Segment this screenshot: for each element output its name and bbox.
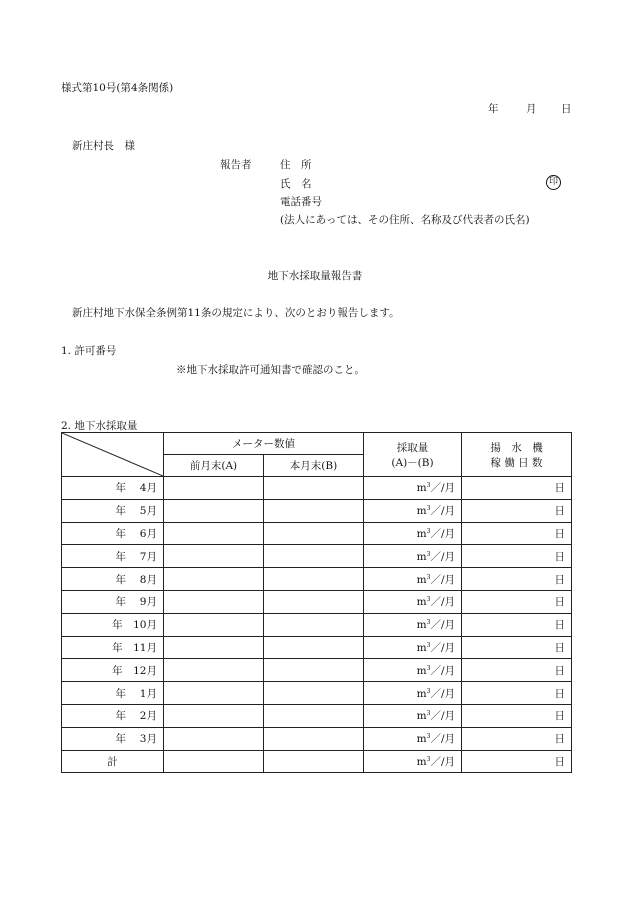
month-label: 年 9月 [62,590,164,613]
section1-heading: 1. 許可番号 [61,345,117,357]
unit-volume: /月 [440,641,455,654]
unit-volume-prefix: m [416,527,427,540]
total-curr-cell[interactable] [264,750,364,773]
unit-volume-sep: ／ [430,573,441,586]
unit-volume: /月 [440,596,455,609]
unit-volume-sep: ／ [430,733,441,746]
days-cell[interactable] [462,568,572,591]
prev-reading-cell[interactable] [164,659,264,682]
curr-reading-cell[interactable] [264,636,364,659]
unit-volume: /月 [440,527,455,540]
month-label: 年 6月 [62,522,164,545]
unit-volume-prefix: m [416,664,427,677]
table-row [62,590,572,613]
unit-volume-sep: ／ [430,550,441,563]
unit-day: 日 [554,687,565,700]
unit-volume-exp: 3 [426,573,431,581]
volume-cell[interactable] [364,477,462,500]
unit-volume-prefix: m [416,596,427,609]
days-cell[interactable] [462,659,572,682]
unit-day: 日 [554,641,565,654]
month-label: 年 11月 [62,636,164,659]
unit-day: 日 [554,755,565,768]
unit-volume: /月 [440,733,455,746]
unit-volume-exp: 3 [426,527,431,535]
curr-reading-cell[interactable] [264,659,364,682]
meter-header: メーター数値 [164,433,364,455]
volume-cell[interactable] [364,704,462,727]
unit-day: 日 [554,573,565,586]
unit-volume-exp: 3 [426,505,431,513]
phone-label: 電話番号 [280,196,322,208]
unit-volume: /月 [440,664,455,677]
table-row [62,704,572,727]
curr-reading-cell[interactable] [264,613,364,636]
unit-volume-sep: ／ [430,687,441,700]
table-row [62,499,572,522]
unit-volume: /月 [440,710,455,723]
unit-volume-exp: 3 [426,596,431,604]
unit-day: 日 [554,710,565,723]
days-cell[interactable] [462,590,572,613]
curr-reading-cell[interactable] [264,545,364,568]
unit-volume-sep: ／ [430,664,441,677]
unit-volume-sep: ／ [430,710,441,723]
volume-header-line2: (A)－(B) [391,456,434,469]
unit-volume-prefix: m [416,505,427,518]
days-header [462,433,572,477]
days-cell[interactable] [462,613,572,636]
volume-cell[interactable] [364,636,462,659]
month-label: 年 12月 [62,659,164,682]
intro-text: 新庄村地下水保全条例第11条の規定により、次のとおり報告します。 [72,307,400,319]
volume-cell[interactable] [364,568,462,591]
table-row [62,636,572,659]
address-label: 住 所 [280,159,312,171]
unit-volume-exp: 3 [426,710,431,718]
days-cell[interactable] [462,704,572,727]
unit-volume-sep: ／ [430,641,441,654]
volume-cell[interactable] [364,522,462,545]
unit-volume-sep: ／ [430,527,441,540]
month-label: 年 3月 [62,727,164,750]
total-prev-cell[interactable] [164,750,264,773]
table-row [62,682,572,705]
document-title: 地下水採取量報告書 [267,270,363,282]
prev-reading-cell[interactable] [164,682,264,705]
prev-header: 前月末(A) [164,455,264,477]
unit-volume: /月 [440,755,455,768]
curr-reading-cell[interactable] [264,590,364,613]
unit-day: 日 [554,596,565,609]
volume-cell[interactable] [364,613,462,636]
date-month: 月 [526,103,537,115]
unit-volume-prefix: m [416,710,427,723]
curr-header: 本月末(B) [264,455,364,477]
volume-cell[interactable] [364,682,462,705]
unit-volume: /月 [440,505,455,518]
prev-reading-cell[interactable] [164,636,264,659]
unit-volume-exp: 3 [426,482,431,490]
unit-volume-sep: ／ [430,596,441,609]
unit-volume-exp: 3 [426,687,431,695]
date-year: 年 [488,103,499,115]
unit-day: 日 [554,527,565,540]
unit-volume-exp: 3 [426,641,431,649]
table-row [62,659,572,682]
volume-cell[interactable] [364,727,462,750]
unit-volume-prefix: m [416,482,427,495]
prev-reading-cell[interactable] [164,568,264,591]
unit-volume-exp: 3 [426,733,431,741]
addressee: 新庄村長 様 [72,140,135,152]
month-label: 年 7月 [62,545,164,568]
days-cell[interactable] [462,636,572,659]
volume-cell[interactable] [364,590,462,613]
table-row [62,477,572,500]
section1-note: ※地下水採取許可通知書で確認のこと。 [176,364,365,376]
form-number: 様式第10号(第4条関係) [61,82,174,94]
total-volume-cell[interactable] [364,750,462,773]
volume-cell[interactable] [364,499,462,522]
unit-volume-sep: ／ [430,755,441,768]
unit-volume-sep: ／ [430,482,441,495]
unit-volume-exp: 3 [426,619,431,627]
volume-cell[interactable] [364,659,462,682]
section2-heading: 2. 地下水採取量 [61,420,138,432]
days-header-line1: 揚 水 機 [490,441,543,454]
unit-day: 日 [554,482,565,495]
days-cell[interactable] [462,522,572,545]
days-cell[interactable] [462,499,572,522]
days-cell[interactable] [462,545,572,568]
curr-reading-cell[interactable] [264,727,364,750]
unit-volume-exp: 3 [426,664,431,672]
prev-reading-cell[interactable] [164,545,264,568]
unit-day: 日 [554,664,565,677]
curr-reading-cell[interactable] [264,568,364,591]
unit-volume-prefix: m [416,550,427,563]
diagonal-corner-cell [62,433,164,477]
water-intake-table [61,432,572,773]
unit-volume: /月 [440,687,455,700]
prev-reading-cell[interactable] [164,727,264,750]
table-row [62,727,572,750]
total-label: 計 [62,750,164,773]
days-header-line2: 稼 働 日 数 [490,456,543,469]
unit-volume-prefix: m [416,619,427,632]
prev-reading-cell[interactable] [164,499,264,522]
unit-day: 日 [554,550,565,563]
month-label: 年 2月 [62,704,164,727]
prev-reading-cell[interactable] [164,704,264,727]
unit-volume-prefix: m [416,687,427,700]
prev-reading-cell[interactable] [164,590,264,613]
total-days-cell[interactable] [462,750,572,773]
volume-header-line1: 採取量 [396,441,429,454]
prev-reading-cell[interactable] [164,613,264,636]
curr-reading-cell[interactable] [264,499,364,522]
curr-reading-cell[interactable] [264,704,364,727]
reporter-label: 報告者 [220,159,252,171]
table-row [62,568,572,591]
prev-reading-cell[interactable] [164,522,264,545]
prev-reading-cell[interactable] [164,477,264,500]
table-row [62,613,572,636]
month-label: 年 1月 [62,682,164,705]
unit-volume: /月 [440,550,455,563]
unit-volume: /月 [440,573,455,586]
unit-volume-exp: 3 [426,550,431,558]
unit-day: 日 [554,505,565,518]
unit-volume-sep: ／ [430,505,441,518]
unit-volume-prefix: m [416,733,427,746]
unit-volume: /月 [440,619,455,632]
unit-day: 日 [554,619,565,632]
unit-volume-exp: 3 [426,755,431,763]
name-label: 氏 名 [280,178,312,190]
month-label: 年 8月 [62,568,164,591]
curr-reading-cell[interactable] [264,522,364,545]
curr-reading-cell[interactable] [264,477,364,500]
unit-volume-prefix: m [416,755,427,768]
days-cell[interactable] [462,477,572,500]
month-label: 年 10月 [62,613,164,636]
month-label: 年 5月 [62,499,164,522]
unit-volume-prefix: m [416,641,427,654]
date-day: 日 [561,103,572,115]
unit-volume: /月 [440,482,455,495]
corporate-note: (法人にあっては、その住所、名称及び代表者の氏名) [280,214,530,226]
unit-volume-prefix: m [416,573,427,586]
table-row [62,522,572,545]
volume-cell[interactable] [364,545,462,568]
seal-mark [546,175,561,190]
seal-mark-text: 印 [546,175,561,190]
table-row [62,545,572,568]
curr-reading-cell[interactable] [264,682,364,705]
unit-volume-sep: ／ [430,619,441,632]
days-cell[interactable] [462,682,572,705]
unit-day: 日 [554,733,565,746]
month-label: 年 4月 [62,477,164,500]
volume-header [364,433,462,477]
days-cell[interactable] [462,727,572,750]
